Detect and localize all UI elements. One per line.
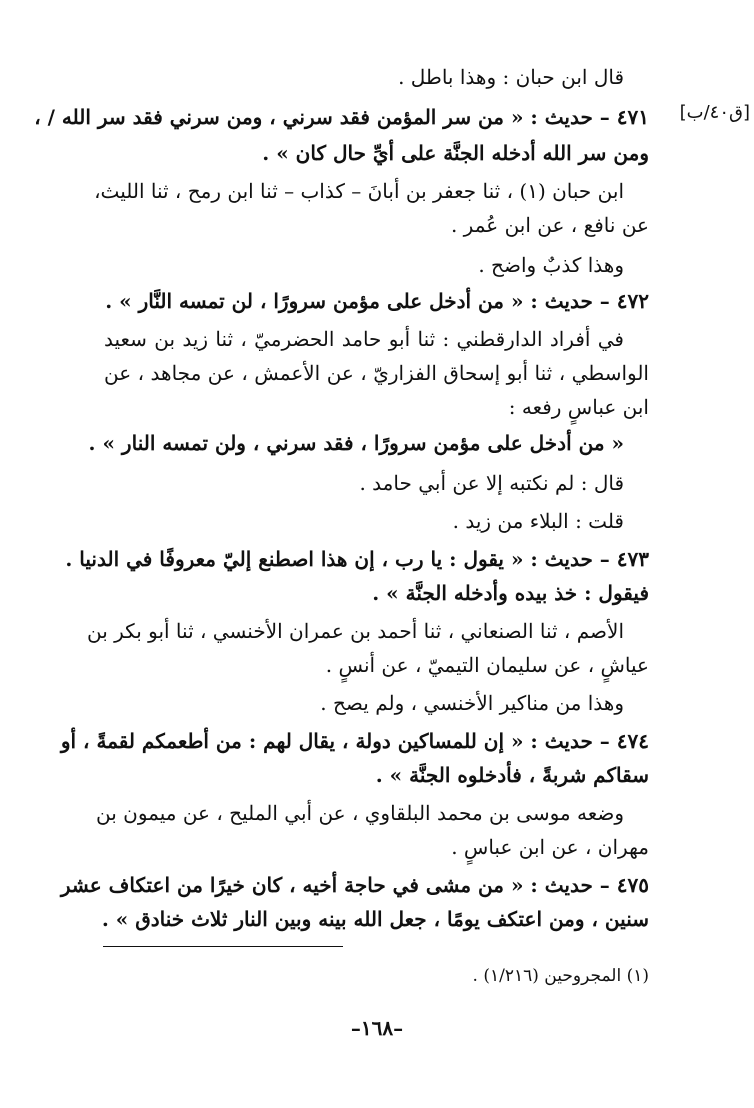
isnad-line: مهران ، عن ابن عباسٍ . — [451, 835, 649, 859]
isnad-line: ابن عباسٍ رفعه : — [508, 395, 649, 419]
footnote-separator — [103, 946, 343, 947]
hadith-text-line: سنين ، ومن اعتكف يومًا ، جعل الله بينه وبين النار ثلاث خنادق » . — [101, 907, 649, 931]
hadith-heading-475: ٤٧٥ – حديث : « من مشى في حاجة أخيه ، كان خيرًا من اعتكاف عشر — [60, 873, 649, 897]
isnad-line: في أفراد الدارقطني : ثنا أبو حامد الحضرميّ ، ثنا زيد بن سعيد — [104, 327, 624, 351]
isnad-line: الواسطي ، ثنا أبو إسحاق الفزاريّ ، عن الأعمش ، عن مجاهد ، عن — [104, 361, 649, 385]
comment-line: وهذا من مناكير الأخنسي ، ولم يصح . — [320, 691, 624, 715]
comment-line: قال : لم نكتبه إلا عن أبي حامد . — [359, 471, 624, 495]
hadith-heading-471: ٤٧١ – حديث : « من سر المؤمن فقد سرني ، ومن سرني فقد سر الله / ، — [34, 105, 649, 129]
isnad-line: ابن حبان (١) ، ثنا جعفر بن أبانَ – كذاب – ثنا ابن رمح ، ثنا الليث، — [94, 179, 624, 203]
isnad-line: الأصم ، ثنا الصنعاني ، ثنا أحمد بن عمران الأخنسي ، ثنا أبو بكر بن — [86, 619, 624, 643]
hadith-text-line: سقاكم شربةً ، فأدخلوه الجنَّة » . — [375, 763, 649, 787]
hadith-text-line: فيقول : خذ بيده وأدخله الجنَّة » . — [372, 581, 649, 605]
page-number: –١٦٨– — [350, 1016, 404, 1040]
comment-line: وهذا كذبٌ واضح . — [478, 253, 624, 277]
hadith-text-line: « من أدخل على مؤمن سرورًا ، فقد سرني ، ولن تمسه النار » . — [88, 431, 624, 455]
text-line: قال ابن حبان : وهذا باطل . — [398, 65, 624, 89]
hadith-heading-473: ٤٧٣ – حديث : « يقول : يا رب ، إن هذا اصطنع إليّ معروفًا في الدنيا . — [65, 547, 649, 571]
isnad-line: وضعه موسى بن محمد البلقاوي ، عن أبي المليح ، عن ميمون بن — [96, 801, 624, 825]
isnad-line: عياشٍ ، عن سليمان التيميّ ، عن أنسٍ . — [325, 653, 649, 677]
hadith-heading-472: ٤٧٢ – حديث : « من أدخل على مؤمن سرورًا ، لن تمسه النَّار » . — [105, 289, 649, 313]
manuscript-folio-note: [ق٤٠/ب] — [679, 102, 750, 123]
hadith-text-line: ومن سر الله أدخله الجنَّة على أيِّ حال كان » . — [262, 141, 649, 165]
isnad-line: عن نافع ، عن ابن عُمر . — [450, 213, 649, 237]
hadith-heading-474: ٤٧٤ – حديث : « إن للمساكين دولة ، يقال لهم : من أطعمكم لقمةً ، أو — [60, 729, 649, 753]
comment-line: قلت : البلاء من زيد . — [452, 509, 624, 533]
footnote: (١) المجروحين (١/٢١٦) . — [472, 966, 649, 986]
